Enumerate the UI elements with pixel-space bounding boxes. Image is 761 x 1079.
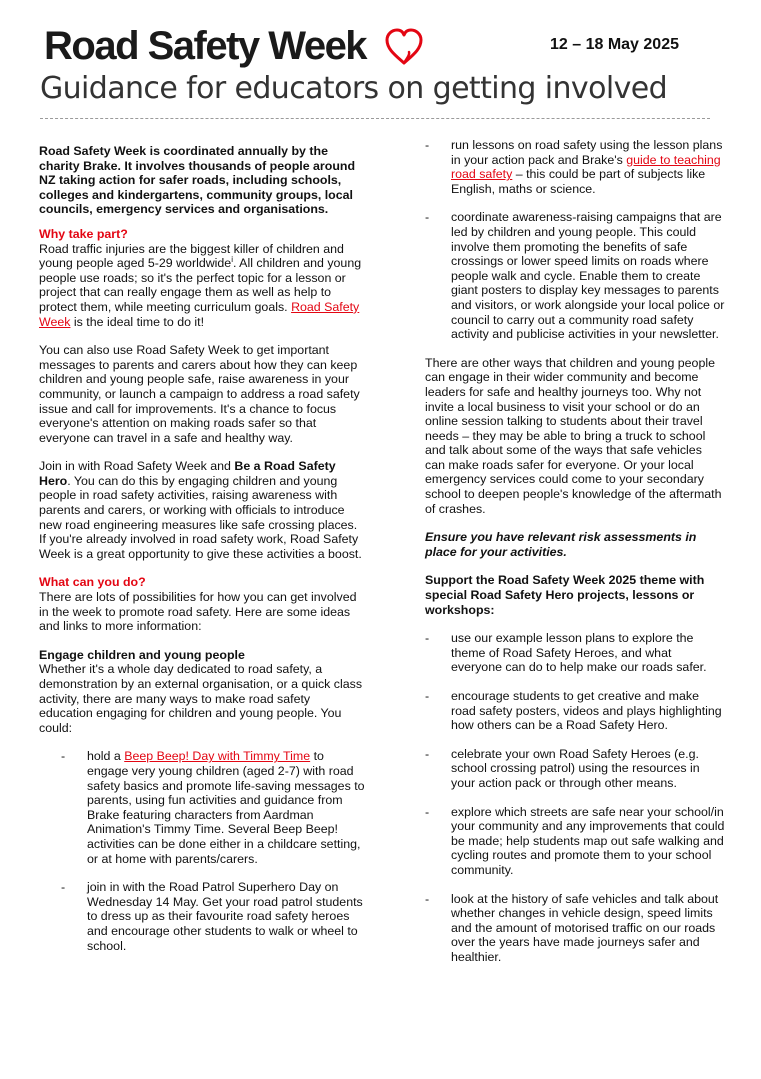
why-heading: Why take part?: [39, 226, 128, 241]
right-column: [425, 138, 725, 965]
hero-text: Join in with Road Safety Week and: [39, 459, 235, 474]
list-item: [425, 689, 725, 733]
list-item: [61, 880, 367, 953]
bullet-dash: -: [425, 746, 430, 761]
activity-list: [425, 138, 725, 342]
event-dates: 12 – 18 May 2025: [550, 36, 679, 53]
risk-assessment-note: Ensure you have relevant risk assessments in place for your activities.: [425, 530, 697, 559]
list-item: [425, 210, 725, 341]
list-text: explore which streets are safe near your school/in your community and any improvements that could be made; help students map out safe walking and cycling routes and promote them to your school community.: [451, 804, 725, 877]
list-text: join in with the Road Patrol Superhero Day on Wednesday 14 May. Get your road patrol students to dress up as their favourite road safety heroes and encourage other students to walk or wheel to school.: [87, 880, 363, 953]
why-text-cont: . All children and young people use roads; so it's the perfect topic for a lesson or project that can really engage them as well as help to protect them, while meeting curriculum goals.: [39, 256, 362, 314]
list-text: look at the history of safe vehicles and talk about whether changes in vehicle design, speed limits and the amount of motorised traffic on our roads over the years have made journeys safer and healthier.: [451, 891, 719, 964]
list-text: use our example lesson plans to explore the theme of Road Safety Heroes, and what everyone can do to help make our roads safer.: [451, 631, 707, 675]
what-paragraph: There are lots of possibilities for how you can get involved in the week to promote road safety. Here are some ideas and links to more information:: [39, 590, 357, 634]
list-text-cont: to engage very young children (aged 2-7) with road safety basics and promote life-saving messages to parents, using fun activities and guidance from Brake featuring characters from Aardman Animation's Timmy Time. Several Beep Beep! activities can be done either in a childcare setting, or at home with parents/carers.: [87, 749, 365, 866]
community-paragraph: There are other ways that children and young people can engage in their wider community and become leaders for safe and healthy journeys too. Why not invite a local business to visit your school or do an online session talking to students about their travel needs – they may be able to bring a truck to school and talk about some of the ways that safe vehicles can make roads safer for everyone. Or your local emergency services could come to your secondary school to deepen people's knowledge of the aftermath of crashes.: [425, 355, 722, 516]
bullet-dash: -: [425, 631, 430, 646]
hero-text-cont: . You can do this by engaging children and young people in road safety activities, raising awareness with parents and carers, or working with officials to introduce new road engineering measures like safe crossing places. If you're already involved in road safety work, Road Safety Week is a great opportunity to give these activities a boost.: [39, 473, 362, 561]
list-text-cont: – this could be part of subjects like English, maths or science.: [451, 167, 706, 196]
bullet-dash: -: [61, 749, 66, 764]
list-item: [425, 747, 725, 791]
list-item: [425, 805, 725, 878]
list-text: encourage students to get creative and make road safety posters, videos and plays highlighting how others can be a Road Safety Hero.: [451, 689, 722, 733]
engage-heading: Engage children and young people: [39, 647, 245, 662]
bullet-dash: -: [425, 804, 430, 819]
list-item: [61, 749, 367, 866]
list-item: [425, 138, 725, 196]
why-text: Road traffic injuries are the biggest killer of children and young people aged 5-29 worldwide: [39, 241, 344, 271]
page-title: Road Safety Week: [44, 24, 367, 68]
bullet-dash: -: [425, 138, 430, 152]
list-item: [425, 892, 725, 965]
hero-paragraph: [39, 459, 367, 561]
road-safety-week-link[interactable]: Road Safety Week: [39, 299, 360, 329]
list-text: celebrate your own Road Safety Heroes (e.g. school crossing patrol) using the resources in your action pack or through other means.: [451, 746, 700, 790]
engage-paragraph: Whether it's a whole day dedicated to road safety, a demonstration by an external organisation, or a quick class activity, there are many ways to make road safety education engaging for children and young people. You could:: [39, 662, 363, 735]
intro-paragraph: Road Safety Week is coordinated annually by the charity Brake. It involves thousands of people around NZ taking action for safer roads, including schools, colleges and kindergartens, community groups, local councils, emergency services and organisations.: [39, 144, 356, 217]
bullet-dash: -: [425, 891, 430, 906]
header-divider: [40, 118, 710, 119]
beep-beep-day-link[interactable]: Beep Beep! Day with Timmy Time: [124, 749, 311, 764]
page-subtitle: Guidance for educators on getting involved: [40, 71, 668, 106]
left-column: [39, 144, 367, 953]
list-text: hold a: [87, 749, 125, 764]
list-text: coordinate awareness-raising campaigns that are led by children and young people. This could involve them promoting the benefits of safe crossings or lower speed limits on roads where people walk and cycle. Enable them to create giant posters to display key messages to parents and visitors, or work alongside your local police or council to carry out a community road safety activity and publicise activities in your newsletter.: [451, 210, 725, 342]
footnote-marker: i: [231, 255, 233, 265]
list-text: run lessons on road safety using the lesson plans in your action pack and Brake's: [451, 138, 723, 167]
why-text-end: is the ideal time to do it!: [70, 314, 205, 329]
awareness-paragraph: You can also use Road Safety Week to get important messages to parents and carers about how they can keep children and young people safe, raise awareness in your community, or launch a campaign to address a road safety issue and call for improvements. It's a chance to focus everyone's attention on making roads safer so that everyone can travel in a safe and healthy way.: [39, 343, 360, 445]
teaching-guide-link[interactable]: guide to teaching road safety: [451, 152, 721, 182]
hero-projects-list: [425, 631, 725, 964]
hero-bold: Be a Road Safety Hero: [39, 459, 336, 488]
list-item: [425, 631, 725, 675]
engage-list: [61, 749, 367, 953]
bullet-dash: -: [425, 210, 430, 225]
bullet-dash: -: [425, 689, 430, 703]
bullet-dash: -: [61, 880, 66, 895]
support-heading: Support the Road Safety Week 2025 theme with special Road Safety Hero projects, lessons or workshops:: [425, 573, 705, 617]
what-heading: What can you do?: [39, 575, 146, 590]
why-paragraph: [39, 242, 367, 330]
heart-icon: [383, 27, 425, 69]
